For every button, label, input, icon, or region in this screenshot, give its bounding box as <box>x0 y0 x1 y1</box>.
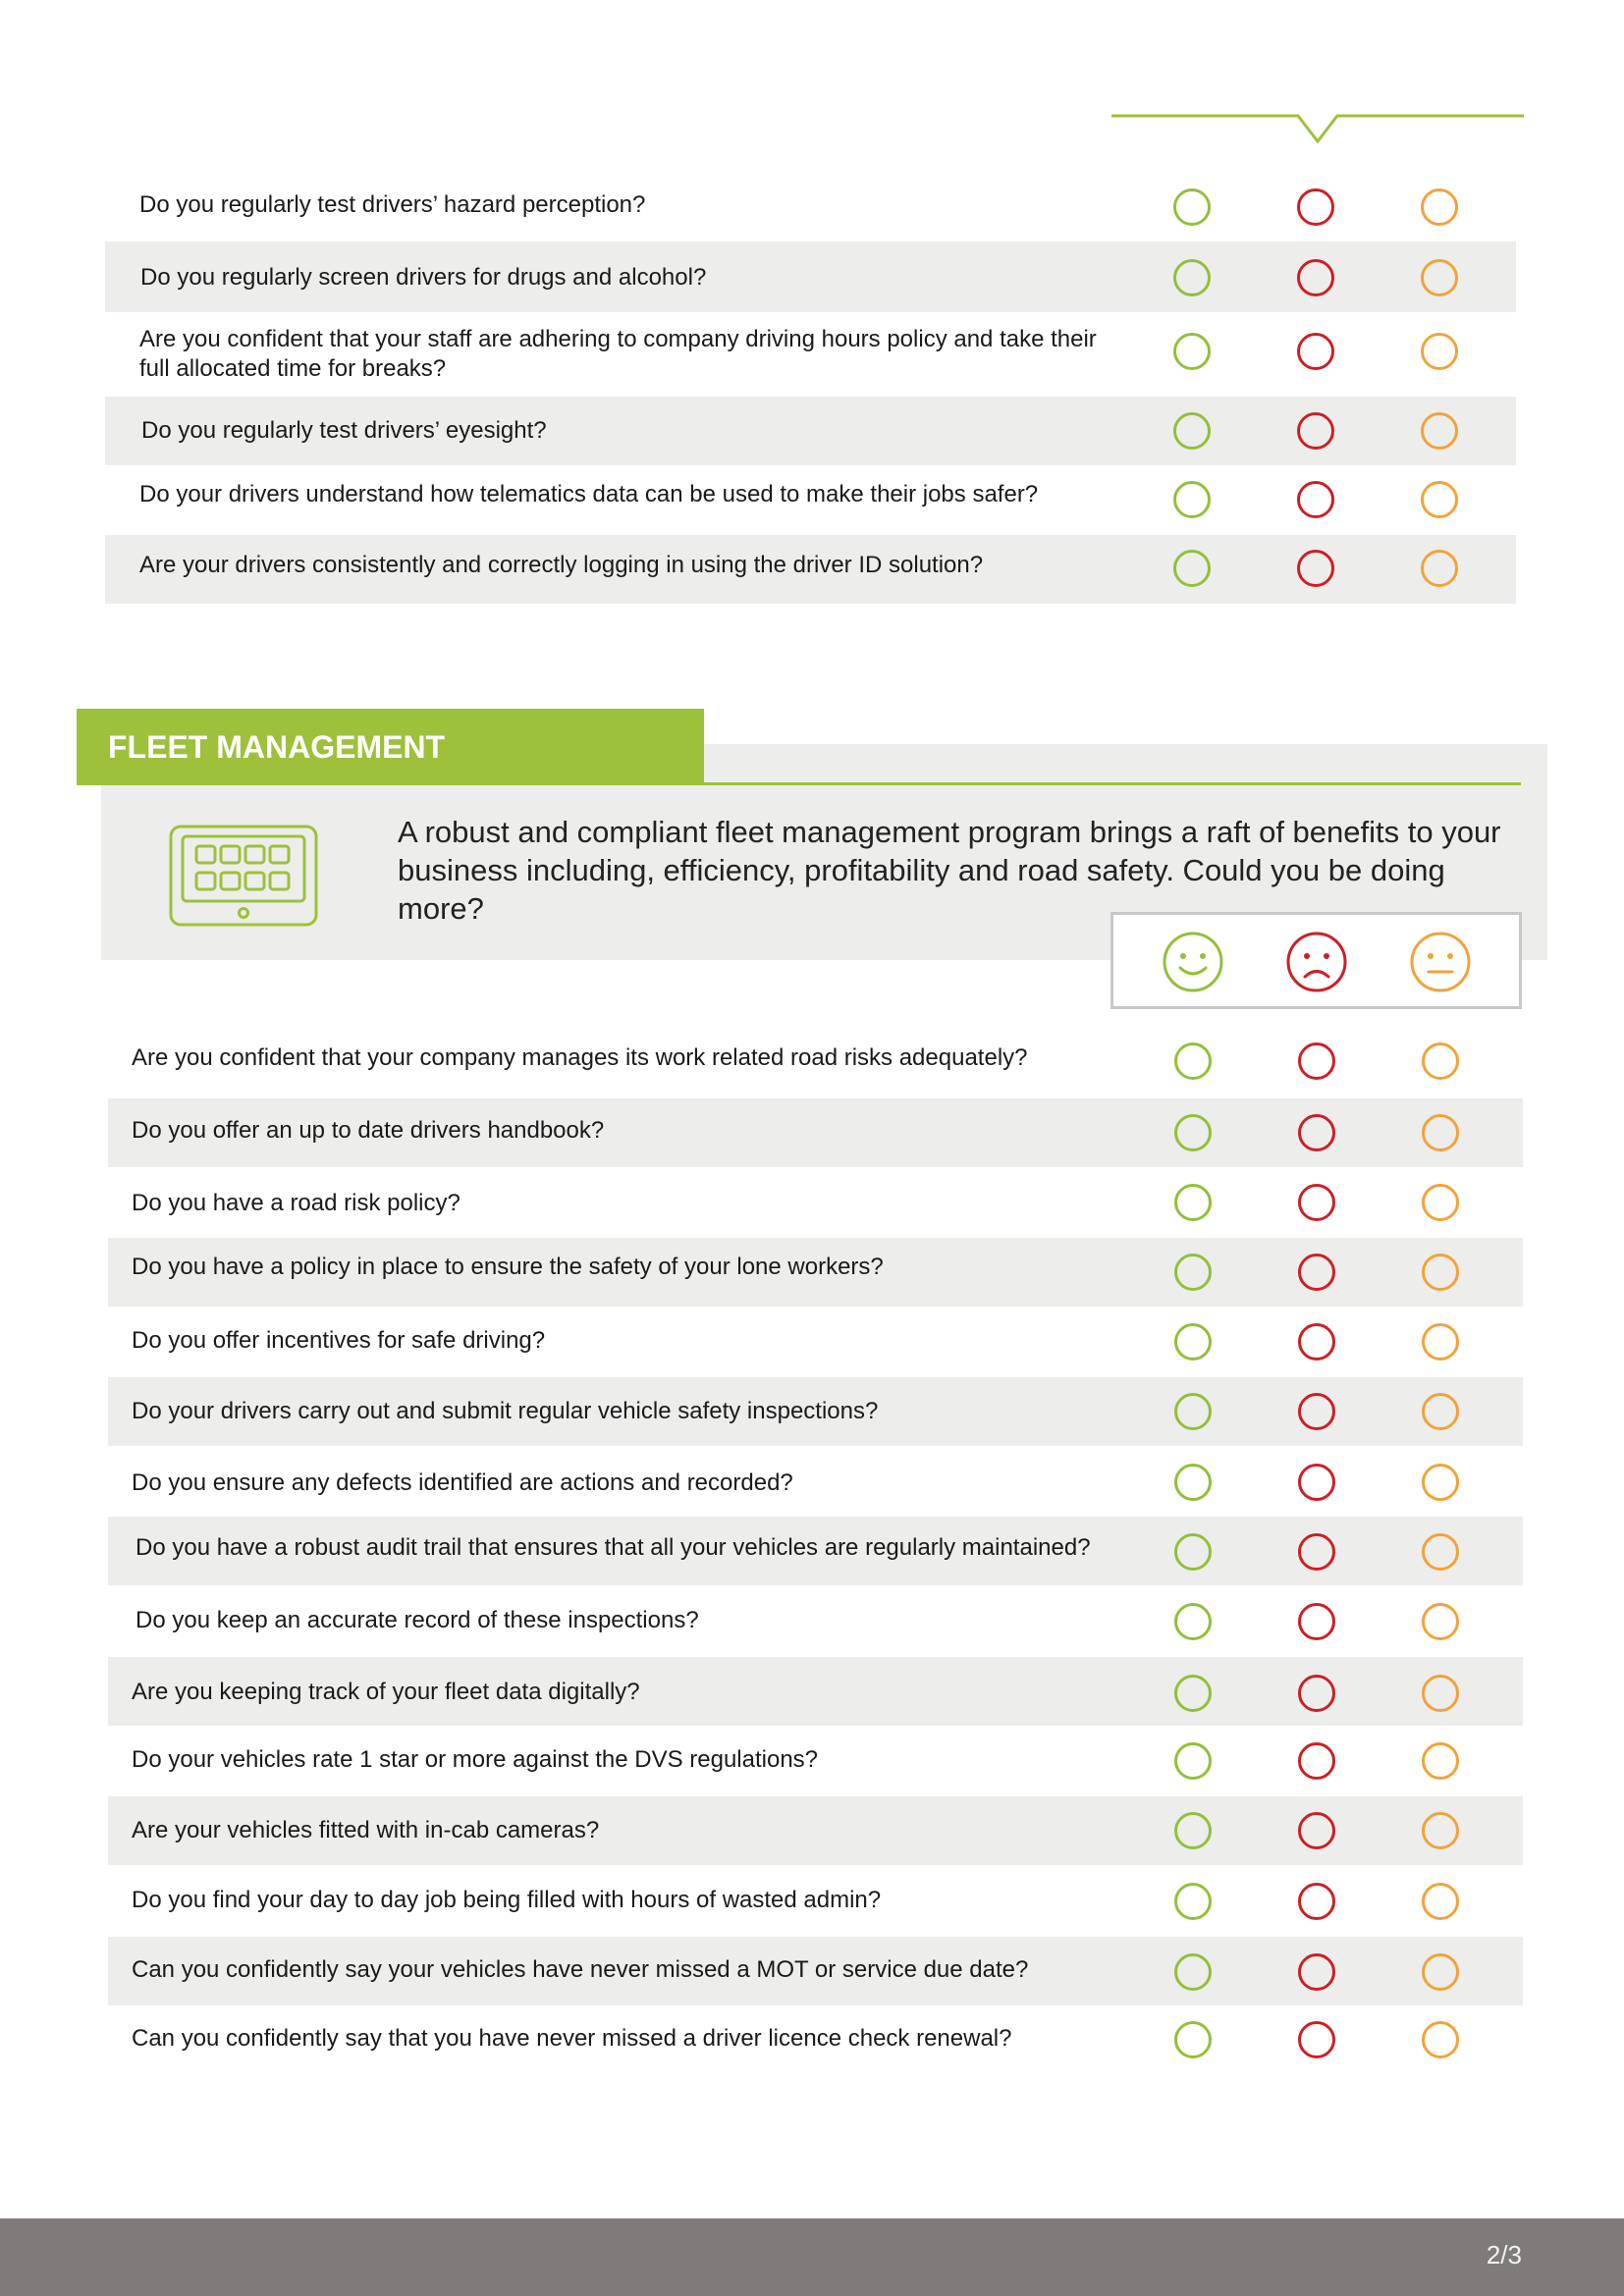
answer-unsure-radio[interactable] <box>1422 1742 1459 1780</box>
question-text: Are your drivers consistently and correctly logging in using the driver ID solution? <box>139 552 984 578</box>
question-text: Are your vehicles fitted with in-cab cameras? <box>132 1817 600 1843</box>
answer-no-radio[interactable] <box>1298 1042 1335 1080</box>
answer-unsure-radio[interactable] <box>1421 259 1458 296</box>
question-text: Do your vehicles rate 1 star or more against the DVS regulations? <box>132 1746 819 1773</box>
answer-yes-radio[interactable] <box>1174 1114 1212 1151</box>
answer-no-radio[interactable] <box>1298 1883 1335 1920</box>
question-text: Do you offer an up to date drivers handbook? <box>132 1117 605 1144</box>
answer-no-radio[interactable] <box>1298 1464 1335 1501</box>
answer-no-radio[interactable] <box>1298 2021 1335 2058</box>
smiley-happy-icon <box>1162 931 1224 993</box>
section-title: FLEET MANAGEMENT <box>77 709 704 785</box>
fleet-intro-text: A robust and compliant fleet management program brings a raft of benefits to your business including, efficiency, profitability and road safety. Could you be doing more? <box>398 815 1501 926</box>
answer-no-radio[interactable] <box>1297 188 1334 226</box>
answer-unsure-radio[interactable] <box>1422 1464 1459 1501</box>
answer-unsure-radio[interactable] <box>1422 1883 1459 1920</box>
answer-no-radio[interactable] <box>1297 481 1334 518</box>
answer-unsure-radio[interactable] <box>1422 1042 1459 1080</box>
question-text: Do you regularly test drivers’ eyesight? <box>141 417 547 444</box>
answer-yes-radio[interactable] <box>1174 1675 1212 1712</box>
answer-no-radio[interactable] <box>1298 1603 1335 1640</box>
smiley-sad-icon <box>1285 931 1348 993</box>
answer-yes-radio[interactable] <box>1174 1323 1212 1361</box>
question-text: Are you keeping track of your fleet data digitally? <box>132 1679 640 1705</box>
question-text: Do you have a road risk policy? <box>132 1190 460 1216</box>
answer-yes-radio[interactable] <box>1174 1254 1212 1291</box>
answer-yes-radio[interactable] <box>1174 1742 1212 1780</box>
answer-unsure-radio[interactable] <box>1422 1393 1459 1430</box>
question-text: Do you regularly test drivers’ hazard perception? <box>139 191 646 218</box>
answer-yes-radio[interactable] <box>1173 333 1211 370</box>
answer-yes-radio[interactable] <box>1174 1603 1212 1640</box>
smiley-neutral-icon <box>1409 931 1472 993</box>
answer-unsure-radio[interactable] <box>1422 1533 1459 1571</box>
answer-unsure-radio[interactable] <box>1422 1254 1459 1291</box>
answer-no-radio[interactable] <box>1298 1393 1335 1430</box>
question-text: Do you regularly screen drivers for drugs and alcohol? <box>140 264 707 291</box>
answer-unsure-radio[interactable] <box>1422 2021 1459 2058</box>
answer-no-radio[interactable] <box>1298 1953 1335 1991</box>
answer-no-radio[interactable] <box>1297 412 1334 450</box>
answer-yes-radio[interactable] <box>1173 188 1211 226</box>
answer-yes-radio[interactable] <box>1173 481 1211 518</box>
answer-unsure-radio[interactable] <box>1421 481 1458 518</box>
answer-no-radio[interactable] <box>1298 1323 1335 1361</box>
answer-unsure-radio[interactable] <box>1422 1114 1459 1151</box>
page-number: 2/3 <box>1486 2240 1522 2269</box>
answer-yes-radio[interactable] <box>1174 1042 1212 1080</box>
answer-yes-radio[interactable] <box>1174 1953 1212 1991</box>
answer-unsure-radio[interactable] <box>1422 1323 1459 1361</box>
answer-unsure-radio[interactable] <box>1421 550 1458 587</box>
question-text: Do you have a policy in place to ensure the safety of your lone workers? <box>132 1254 884 1280</box>
answer-yes-radio[interactable] <box>1173 259 1211 296</box>
question-text: Are you confident that your staff are adhering to company driving hours policy and take their full allocated time for breaks? <box>139 326 1097 382</box>
answer-unsure-radio[interactable] <box>1421 412 1458 450</box>
question-text: Do you find your day to day job being filled with hours of wasted admin? <box>132 1887 882 1913</box>
answer-no-radio[interactable] <box>1298 1184 1335 1221</box>
answer-yes-radio[interactable] <box>1174 2021 1212 2058</box>
answer-yes-radio[interactable] <box>1174 1812 1212 1849</box>
question-text: Do you offer incentives for safe driving? <box>132 1327 546 1354</box>
question-text: Do you keep an accurate record of these inspections? <box>135 1607 699 1633</box>
answer-no-radio[interactable] <box>1298 1114 1335 1151</box>
answer-unsure-radio[interactable] <box>1422 1953 1459 1991</box>
answer-unsure-radio[interactable] <box>1422 1603 1459 1640</box>
answer-no-radio[interactable] <box>1298 1675 1335 1712</box>
question-text: Can you confidently say that you have never missed a driver licence check renewal? <box>132 2025 1012 2052</box>
answer-no-radio[interactable] <box>1297 259 1334 296</box>
answer-yes-radio[interactable] <box>1174 1883 1212 1920</box>
answer-yes-radio[interactable] <box>1174 1184 1212 1221</box>
answer-no-radio[interactable] <box>1298 1742 1335 1780</box>
answer-no-radio[interactable] <box>1298 1812 1335 1849</box>
question-text: Do your drivers understand how telematics data can be used to make their jobs safer? <box>139 481 1039 507</box>
answer-yes-radio[interactable] <box>1174 1393 1212 1430</box>
answer-no-radio[interactable] <box>1297 333 1334 370</box>
answer-unsure-radio[interactable] <box>1422 1812 1459 1849</box>
answer-yes-radio[interactable] <box>1174 1533 1212 1571</box>
question-text: Can you confidently say your vehicles have never missed a MOT or service due date? <box>132 1956 1029 1983</box>
answer-yes-radio[interactable] <box>1174 1464 1212 1501</box>
answer-unsure-radio[interactable] <box>1421 188 1458 226</box>
answer-yes-radio[interactable] <box>1173 550 1211 587</box>
page-footer <box>0 2218 1624 2296</box>
answer-yes-radio[interactable] <box>1173 412 1211 450</box>
section-title-underline <box>704 782 1521 785</box>
answer-legend <box>1110 912 1522 1009</box>
answer-unsure-radio[interactable] <box>1422 1184 1459 1221</box>
tablet-grid-icon <box>169 825 318 929</box>
answer-no-radio[interactable] <box>1298 1533 1335 1571</box>
question-text: Do your drivers carry out and submit regular vehicle safety inspections? <box>132 1398 879 1424</box>
answer-no-radio[interactable] <box>1298 1254 1335 1291</box>
answer-unsure-radio[interactable] <box>1421 333 1458 370</box>
answer-no-radio[interactable] <box>1297 550 1334 587</box>
answer-unsure-radio[interactable] <box>1422 1675 1459 1712</box>
question-text: Do you ensure any defects identified are actions and recorded? <box>132 1469 793 1496</box>
question-text: Do you have a robust audit trail that ensures that all your vehicles are regularly maintained? <box>135 1534 1091 1561</box>
legend-connector-line <box>1110 108 1527 147</box>
question-text: Are you confident that your company manages its work related road risks adequately? <box>132 1044 1028 1071</box>
